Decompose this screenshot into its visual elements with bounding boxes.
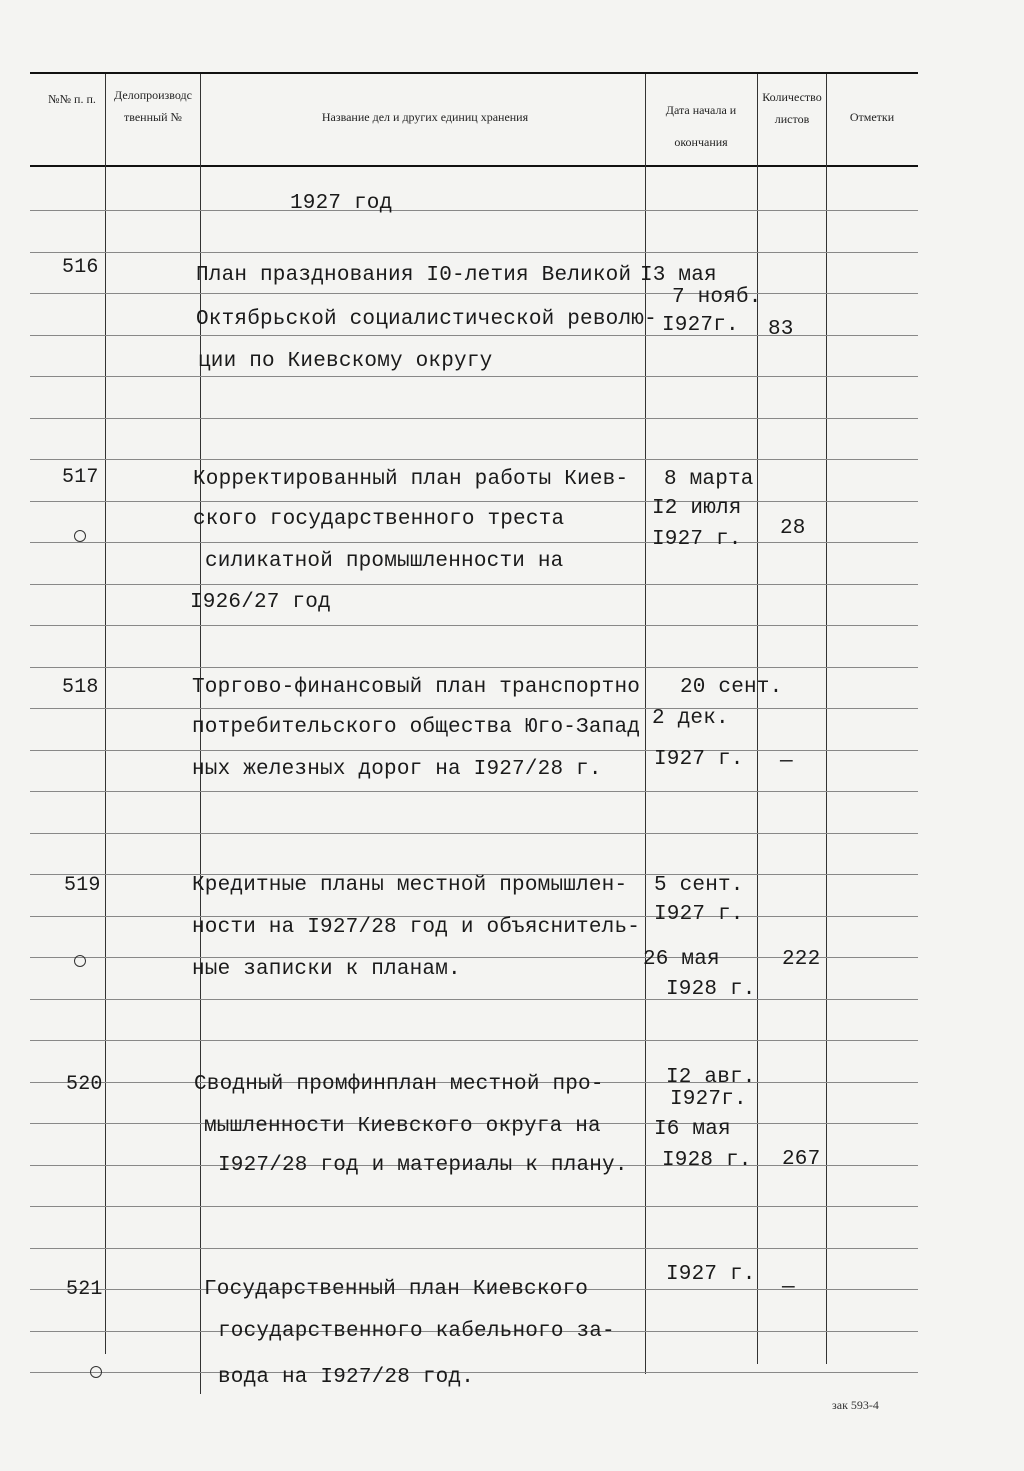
year-heading: 1927 год (290, 192, 393, 215)
entry-number: 516 (62, 256, 99, 279)
entry-date: I927 г. (654, 903, 744, 926)
column-divider (105, 74, 106, 1354)
entry-sheets: — (780, 750, 793, 773)
entry-sheets: 83 (768, 318, 794, 341)
entry-title-line: Торгово-финансовый план транспортно (192, 676, 641, 699)
header-col-dates: Дата начала и окончания (665, 103, 737, 149)
entry-title-line: Корректированный план работы Киев- (193, 468, 629, 491)
ruled-line (30, 459, 918, 460)
footer-order-number: зак 593-4 (832, 1398, 879, 1412)
entry-title-line: Сводный промфинплан местной про- (194, 1073, 604, 1096)
ruled-line (30, 708, 918, 709)
entry-title-line: Октябрьской социалистической револю- (196, 308, 657, 331)
entry-title-line: План празднования I0-летия Великой (196, 264, 632, 287)
entry-title-line: силикатной промышленности на (205, 550, 564, 573)
ruled-line (30, 376, 918, 377)
entry-date: I927 г. (666, 1263, 756, 1286)
entry-sheets: — (782, 1276, 795, 1299)
entry-number: 519 (64, 874, 101, 897)
ruled-line (30, 293, 918, 294)
header-col-notes: Отметки (849, 110, 895, 124)
header-col-no: №№ п. п. (48, 92, 96, 106)
entry-date: 5 сент. (654, 874, 744, 897)
ruled-line (30, 1206, 918, 1207)
header-bottom-rule (30, 165, 918, 167)
entry-title-line: ности на I927/28 год и объяснитель- (192, 916, 641, 939)
entry-title-line: I926/27 год (190, 591, 331, 614)
entry-date: 20 сент. (680, 676, 783, 699)
entry-title-line: мышленности Киевского округа на (204, 1115, 601, 1138)
entry-title-line: вода на I927/28 год. (218, 1366, 475, 1389)
column-divider (757, 74, 758, 1364)
binding-hole-mark (74, 530, 86, 542)
ruled-line (30, 501, 918, 502)
entry-date: I927г. (662, 314, 739, 337)
entry-sheets: 28 (780, 517, 806, 540)
column-divider (826, 74, 827, 1364)
entry-date: 2 дек. (652, 707, 729, 730)
entry-number: 517 (62, 466, 99, 489)
ruled-line (30, 999, 918, 1000)
binding-hole-mark (74, 955, 86, 967)
entry-title-line: ции по Киевскому округу (198, 350, 493, 373)
entry-date: I927 г. (654, 748, 744, 771)
entry-title-line: Кредитные планы местной промышлен- (192, 874, 628, 897)
ruled-line (30, 791, 918, 792)
entry-date: I3 мая (640, 264, 717, 287)
entry-title-line: ского государственного треста (193, 508, 565, 531)
entry-date: 8 марта (664, 468, 754, 491)
entry-date: 7 нояб. (672, 286, 762, 309)
header-col-office-no: Делопроизводственный № (114, 88, 192, 124)
entry-date: I928 г. (662, 1149, 752, 1172)
entry-date: I6 мая (654, 1118, 731, 1141)
entry-title-line: I927/28 год и материалы к плану. (218, 1154, 628, 1177)
entry-date: 26 мая (643, 948, 720, 971)
entry-date: I927 г. (652, 528, 742, 551)
ruled-line (30, 1040, 918, 1041)
header-top-rule (30, 72, 918, 74)
entry-title-line: ные записки к планам. (192, 958, 461, 981)
entry-title-line: потребительского общества Юго-Запад (192, 716, 641, 739)
header-col-sheets: Количество листов (762, 90, 822, 126)
entry-title-line: ных железных дорог на I927/28 г. (192, 758, 602, 781)
ruled-line (30, 833, 918, 834)
binding-hole-mark (90, 1366, 102, 1378)
entry-title-line: государственного кабельного за- (218, 1320, 615, 1343)
entry-date: I928 г. (666, 978, 756, 1001)
ruled-line (30, 625, 918, 626)
entry-number: 520 (66, 1073, 103, 1096)
ruled-line (30, 667, 918, 668)
ruled-line (30, 252, 918, 253)
entry-number: 518 (62, 676, 99, 699)
entry-date: I2 авг. (666, 1066, 756, 1089)
ruled-line (30, 542, 918, 543)
ruled-line (30, 584, 918, 585)
entry-date: I2 июля (652, 497, 742, 520)
header-col-title: Название дел и других единиц хранения (321, 110, 529, 124)
entry-number: 521 (66, 1278, 103, 1301)
ruled-line (30, 1248, 918, 1249)
entry-date: I927г. (670, 1088, 747, 1111)
entry-title-line: Государственный план Киевского (204, 1278, 589, 1301)
entry-sheets: 222 (782, 948, 821, 971)
entry-sheets: 267 (782, 1148, 821, 1171)
ruled-line (30, 210, 918, 211)
ruled-line (30, 418, 918, 419)
